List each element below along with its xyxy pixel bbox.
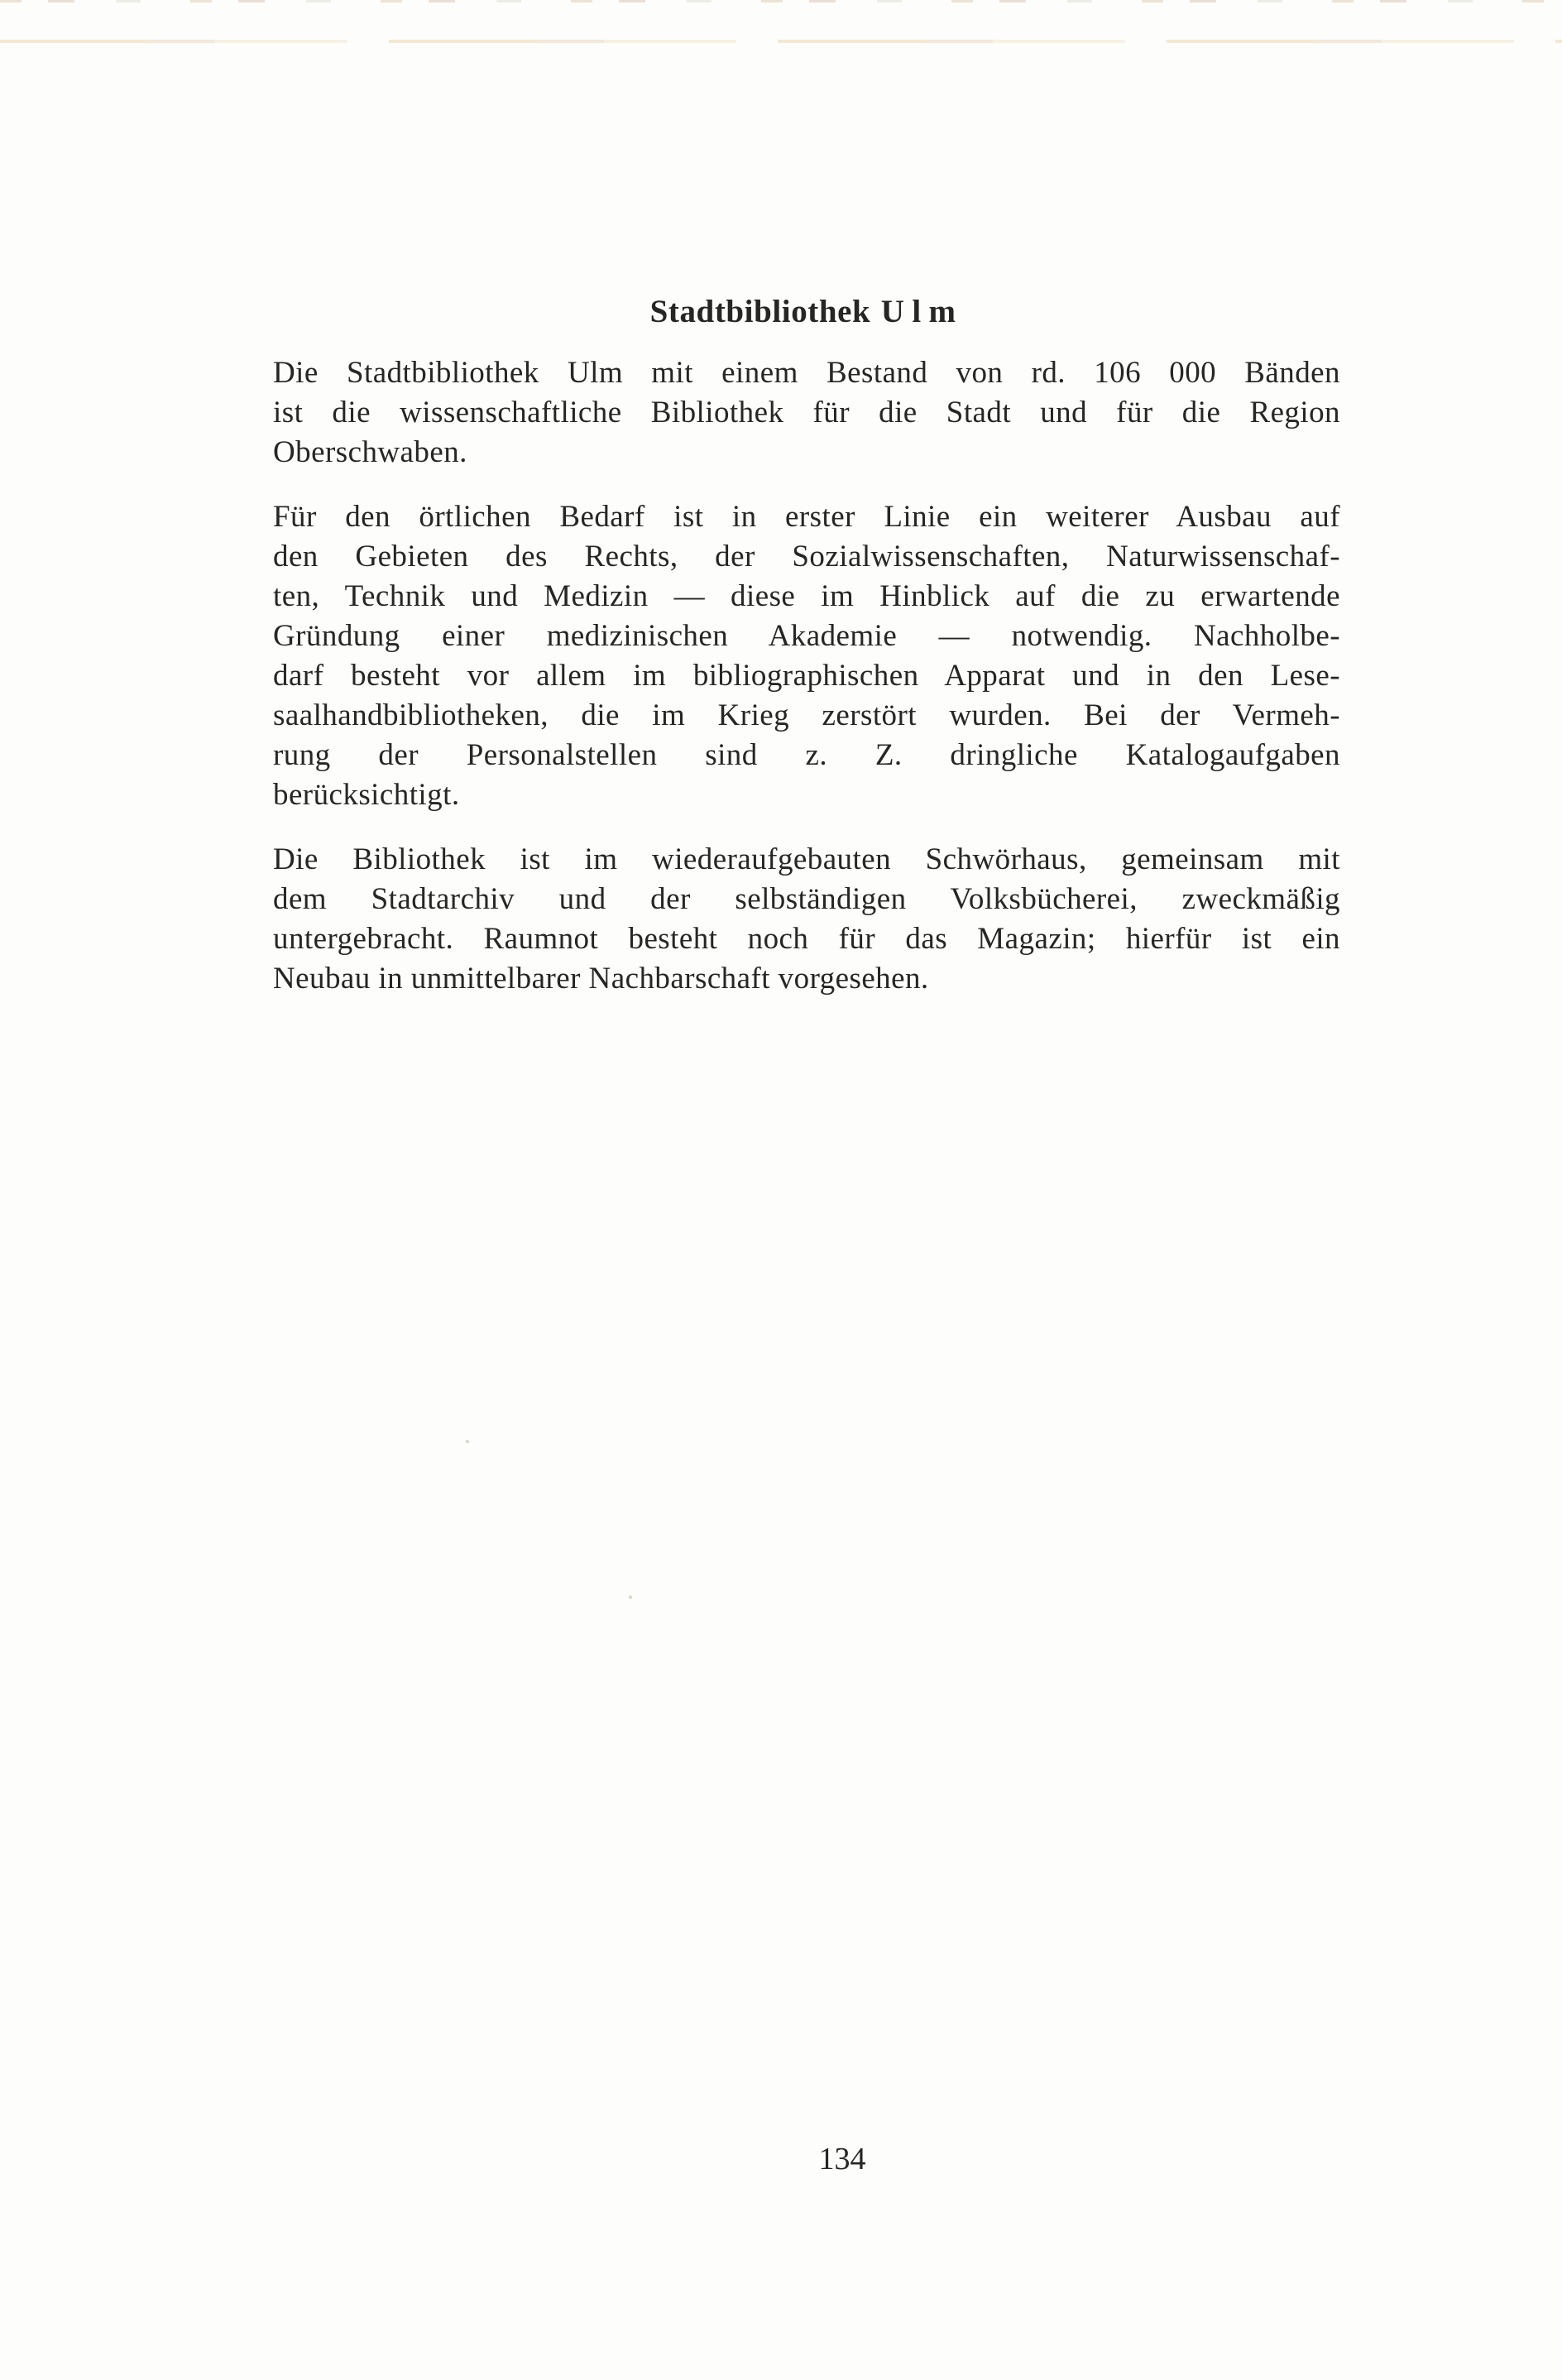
body-text (273, 353, 1340, 1024)
scan-artifact-cream-line (0, 40, 1562, 43)
page-title-main: Stadtbibliothek (649, 294, 871, 330)
text-line: rung der Personalstellen sind z. Z. dringliche Katalogaufgaben (273, 738, 1340, 772)
page-title-spaced: Ulm (880, 294, 964, 330)
page-number: 134 (818, 2142, 866, 2176)
text-line: Für den örtlichen Bedarf ist in erster Linie ein weiterer Ausbau auf (273, 500, 1340, 534)
scan-speck (629, 1595, 632, 1599)
scan-artifact-top-edge (0, 0, 1562, 2)
text-line: Gründung einer medizinischen Akademie — notwendig. Nachholbe- (273, 619, 1340, 653)
text-line: den Gebieten des Rechts, der Sozialwissenschaften, Naturwissenschaf- (273, 540, 1340, 573)
text-line: Neubau in unmittelbarer Nachbarschaft vorgesehen. (273, 962, 929, 996)
page-title (273, 292, 1340, 332)
text-line: Oberschwaben. (273, 435, 467, 469)
text-line: darf besteht vor allem im bibliographischen Apparat und in den Lese- (273, 659, 1340, 693)
text-line: berücksichtigt. (273, 778, 460, 812)
paragraph (273, 840, 1340, 999)
scan-speck (466, 1440, 469, 1443)
text-line: ten, Technik und Medizin — diese im Hinblick auf die zu erwartende (273, 579, 1340, 613)
text-line: dem Stadtarchiv und der selbständigen Volksbücherei, zweckmäßig (273, 882, 1340, 916)
text-line: Die Bibliothek ist im wiederaufgebauten Schwörhaus, gemeinsam mit (273, 842, 1340, 876)
paragraph (273, 497, 1340, 815)
text-line: saalhandbibliotheken, die im Krieg zerstört wurden. Bei der Vermeh- (273, 698, 1340, 732)
text-line: Die Stadtbibliothek Ulm mit einem Bestand von rd. 106 000 Bänden (273, 356, 1340, 390)
paragraph (273, 353, 1340, 473)
text-line: untergebracht. Raumnot besteht noch für das Magazin; hierfür ist ein (273, 922, 1340, 956)
text-line: ist die wissenschaftliche Bibliothek für die Stadt und für die Region (273, 396, 1340, 429)
